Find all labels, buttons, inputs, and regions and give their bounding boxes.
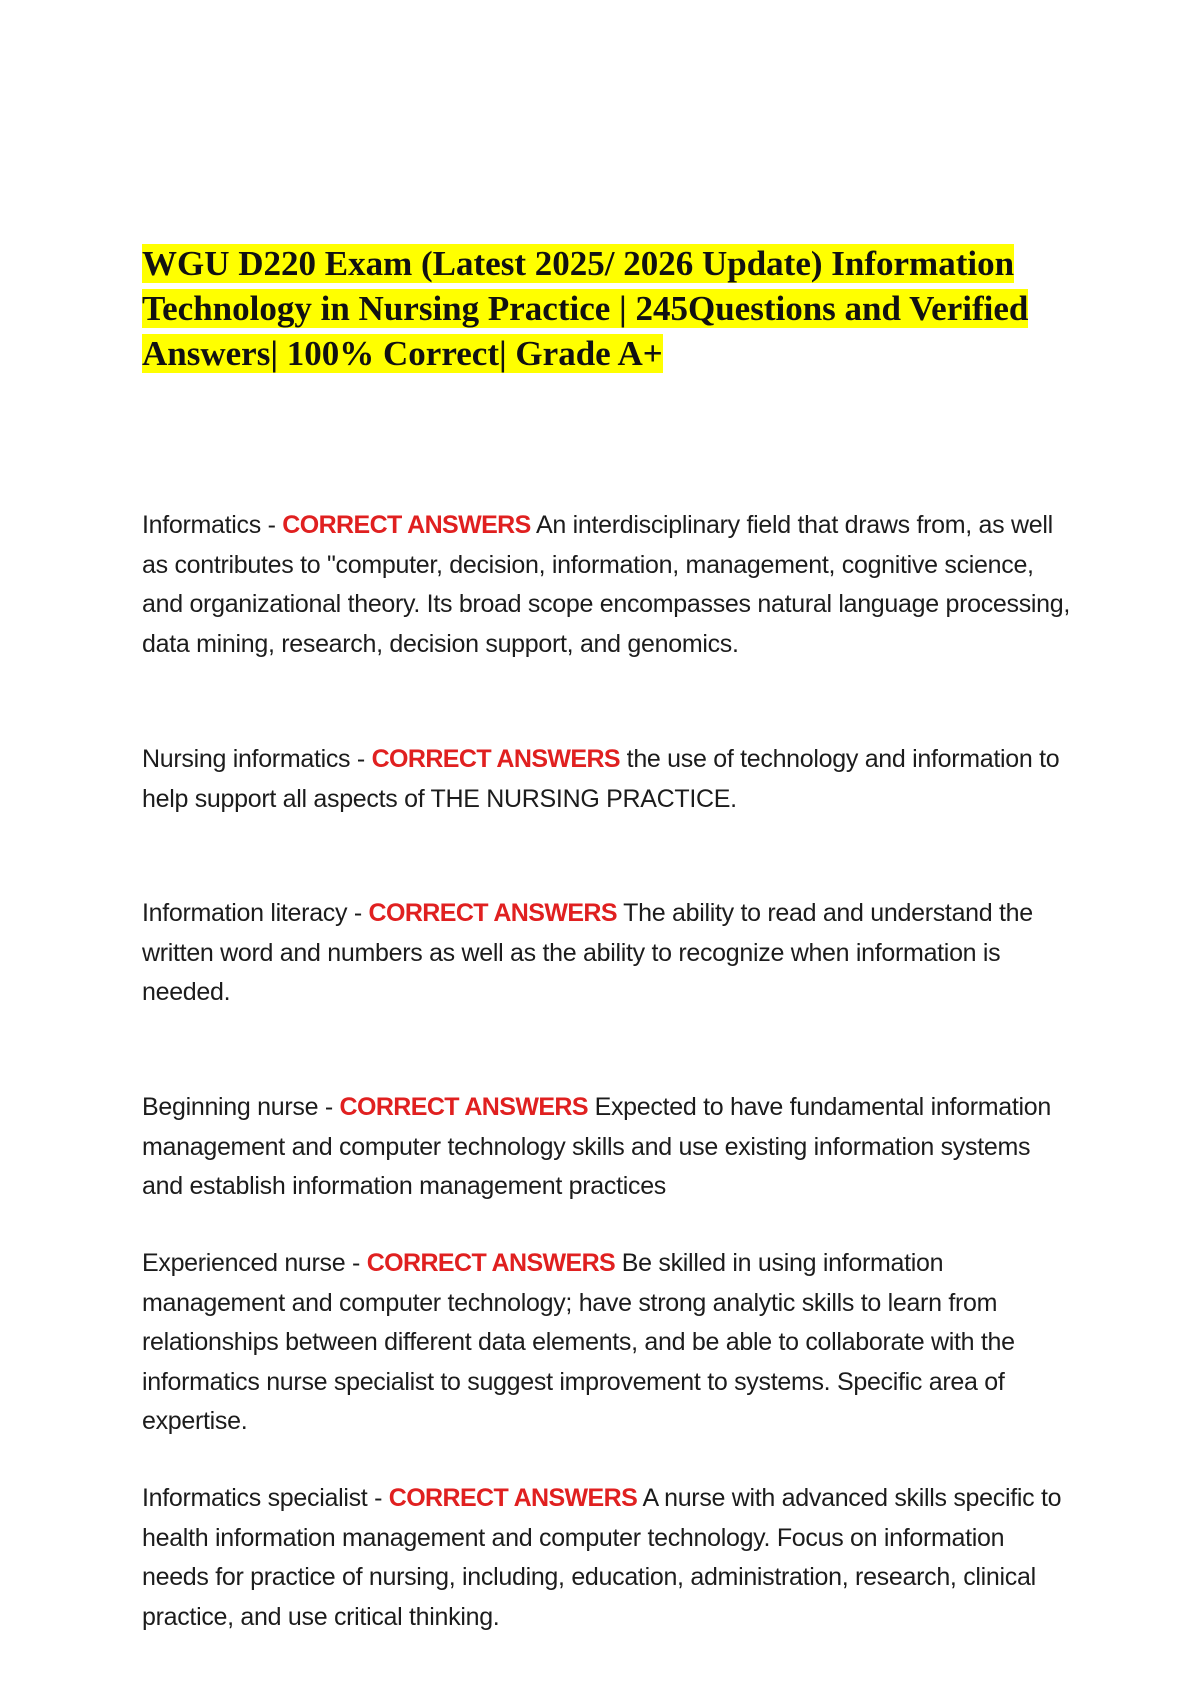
qa-entry-informatics	[142, 506, 1072, 664]
correct-answers-label: CORRECT ANSWERS	[366, 1249, 616, 1277]
title-highlight: WGU D220 Exam (Latest 2025/ 2026 Update) Information Technology in Nursing Practice | 245Questions and Verified Answers| 100% Correct| Grade A+	[142, 244, 1029, 373]
entry-separator: -	[350, 745, 372, 773]
document-title	[142, 241, 1062, 376]
correct-answers-label: CORRECT ANSWERS	[339, 1093, 588, 1121]
entry-definition: An interdisciplinary field that draws from, as well as contributes to "computer, decision, information, management, cognitive science, and organizational theory. Its broad scope encompasses natural language processing, data mining, research, decision support, and genomics.	[142, 511, 1071, 658]
correct-answers-label: CORRECT ANSWERS	[368, 899, 617, 927]
entry-term: Informatics	[142, 511, 261, 539]
correct-answers-label: CORRECT ANSWERS	[282, 511, 531, 539]
qa-entry-nursing-informatics	[142, 740, 1072, 819]
entry-separator: -	[345, 1249, 367, 1277]
qa-entry-information-literacy	[142, 894, 1072, 1013]
entry-separator: -	[367, 1484, 389, 1512]
entry-definition: The ability to read and understand the written word and numbers as well as the ability to recognize when information is needed.	[142, 899, 1033, 1006]
correct-answers-label: CORRECT ANSWERS	[388, 1484, 638, 1512]
entry-term: Nursing informatics	[142, 745, 351, 773]
entry-separator: -	[347, 899, 369, 927]
entry-definition: Expected to have fundamental information management and computer technology skills and use existing information systems and establish information management practices	[142, 1093, 1051, 1200]
qa-entry-informatics-specialist	[142, 1479, 1072, 1637]
entry-definition: A nurse with advanced skills specific to health information management and computer technology. Focus on information needs for practice of nursing, including, education, administration, research, clinical practice, and use critical thinking.	[142, 1484, 1062, 1631]
entry-definition: Be skilled in using information management and computer technology; have strong analytic skills to learn from relationships between different data elements, and be able to collaborate with the informatics nurse specialist to suggest improvement to systems. Specific area of expertise.	[142, 1249, 1015, 1435]
entry-term: Experienced nurse	[142, 1249, 346, 1277]
correct-answers-label: CORRECT ANSWERS	[371, 745, 621, 773]
entry-definition: the use of technology and information to help support all aspects of THE NURSING PRACTICE.	[142, 745, 1060, 813]
entry-term: Beginning nurse	[142, 1093, 319, 1121]
qa-entry-beginning-nurse	[142, 1088, 1072, 1207]
entry-term: Information literacy	[142, 899, 348, 927]
entry-separator: -	[260, 511, 283, 539]
entry-term: Informatics specialist	[142, 1484, 368, 1512]
qa-entry-experienced-nurse	[142, 1244, 1072, 1442]
entry-separator: -	[318, 1093, 340, 1121]
